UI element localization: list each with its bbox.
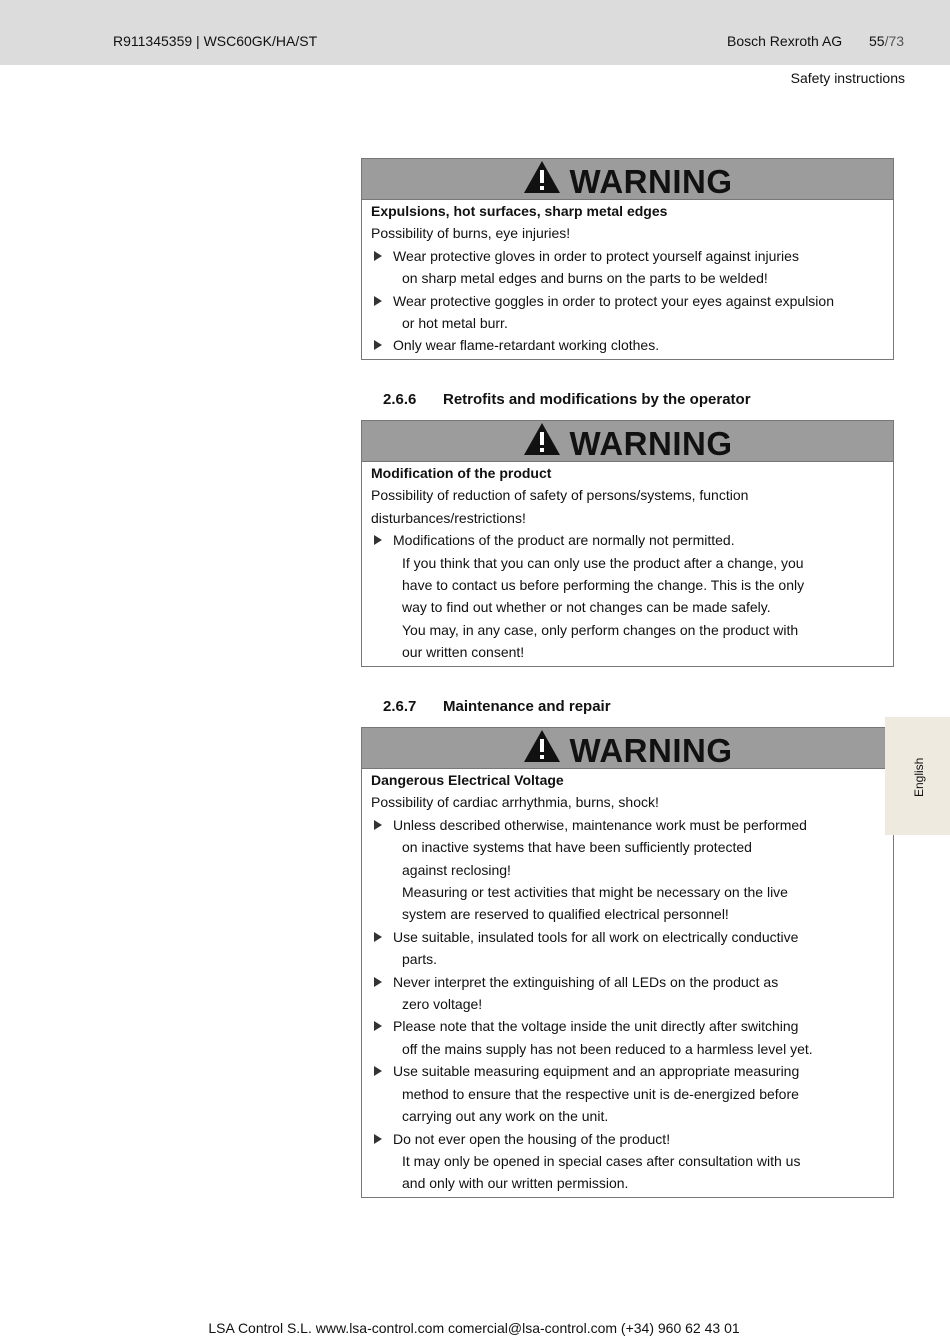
page-number — [869, 33, 904, 49]
instruction-item: Only wear flame-retardant working clothes. — [371, 334, 885, 356]
instruction-continuation: parts. — [402, 951, 438, 968]
instruction-continuation: on inactive systems that have been sufficiently protected — [402, 839, 752, 856]
warning-box-expulsions — [361, 158, 894, 360]
footer-contact: LSA Control S.L. www.lsa-control.com comercial@lsa-control.com (+34) 960 62 43 01 — [208, 1320, 740, 1336]
instruction-continuation: on sharp metal edges and burns on the parts to be welded! — [402, 270, 768, 287]
warning-header — [362, 159, 893, 200]
instruction-continuation: system are reserved to qualified electrical personnel! — [402, 906, 729, 923]
subheading-2-6-6 — [383, 391, 751, 408]
instruction-continuation: and only with our written permission. — [402, 1175, 629, 1192]
warning-consequence: Possibility of reduction of safety of persons/systems, function — [371, 487, 749, 504]
warning-triangle-icon — [523, 160, 561, 194]
warning-title: Modification of the product — [371, 465, 552, 481]
instruction-item: Do not ever open the housing of the product! — [371, 1128, 885, 1150]
instruction-continuation: against reclosing! — [402, 861, 511, 878]
warning-label: WARNING — [569, 163, 733, 200]
warning-consequence: Possibility of cardiac arrhythmia, burns, shock! — [371, 794, 659, 811]
instruction-continuation: or hot metal burr. — [402, 315, 508, 332]
instruction-continuation: If you think that you can only use the product after a change, you — [402, 554, 804, 571]
warning-box-electrical — [361, 727, 894, 1198]
page-header — [0, 0, 950, 65]
instruction-continuation: off the mains supply has not been reduced to a harmless level yet. — [402, 1040, 813, 1057]
instruction-item: Never interpret the extinguishing of all LEDs on the product as — [371, 971, 885, 993]
instruction-continuation: have to contact us before performing the change. This is the only — [402, 577, 805, 594]
section-title: Safety instructions — [790, 70, 905, 86]
warning-box-modification — [361, 420, 894, 667]
warning-triangle-icon — [523, 729, 561, 763]
subheading-title: Maintenance and repair — [443, 698, 611, 715]
instruction-item: Unless described otherwise, maintenance work must be performed — [371, 814, 885, 836]
language-tab-label: English — [912, 757, 926, 797]
instruction-item: Use suitable, insulated tools for all work on electrically conductive — [371, 926, 885, 948]
instruction-continuation: It may only be opened in special cases after consultation with us — [402, 1152, 801, 1169]
warning-header — [362, 728, 893, 769]
subheading-2-6-7 — [383, 698, 611, 715]
instruction-item: Wear protective gloves in order to protect yourself against injuries — [371, 245, 885, 267]
instruction-continuation: our written consent! — [402, 644, 525, 661]
subheading-number: 2.6.6 — [383, 391, 417, 408]
instruction-continuation: zero voltage! — [402, 996, 483, 1013]
company-name: Bosch Rexroth AG — [727, 33, 843, 49]
subheading-title: Retrofits and modifications by the operator — [443, 391, 751, 408]
instruction-continuation: Measuring or test activities that might be necessary on the live — [402, 884, 788, 901]
instruction-continuation: method to ensure that the respective unit is de-energized before — [402, 1085, 799, 1102]
warning-triangle-icon — [523, 422, 561, 456]
warning-title: Expulsions, hot surfaces, sharp metal edges — [371, 203, 668, 219]
page-total: /73 — [884, 33, 905, 49]
instruction-item: Modifications of the product are normally not permitted. — [371, 529, 885, 551]
instruction-item: Wear protective goggles in order to protect your eyes against expulsion — [371, 290, 885, 312]
warning-consequence: disturbances/restrictions! — [371, 509, 526, 526]
page-current: 55 — [869, 33, 885, 49]
instruction-continuation: You may, in any case, only perform changes on the product with — [402, 621, 799, 638]
warning-header — [362, 421, 893, 462]
warning-title: Dangerous Electrical Voltage — [371, 772, 564, 788]
warning-label: WARNING — [569, 425, 733, 462]
warning-label: WARNING — [569, 732, 733, 769]
language-tab — [885, 717, 950, 835]
instruction-continuation: way to find out whether or not changes can be made safely. — [402, 599, 771, 616]
page-footer — [0, 1320, 950, 1336]
instruction-item: Use suitable measuring equipment and an appropriate measuring — [371, 1060, 885, 1082]
document-id: R911345359 | WSC60GK/HA/ST — [113, 33, 318, 49]
subheading-number: 2.6.7 — [383, 698, 417, 715]
warning-consequence: Possibility of burns, eye injuries! — [371, 225, 571, 242]
instruction-continuation: carrying out any work on the unit. — [402, 1108, 609, 1125]
instruction-item: Please note that the voltage inside the unit directly after switching — [371, 1015, 885, 1037]
